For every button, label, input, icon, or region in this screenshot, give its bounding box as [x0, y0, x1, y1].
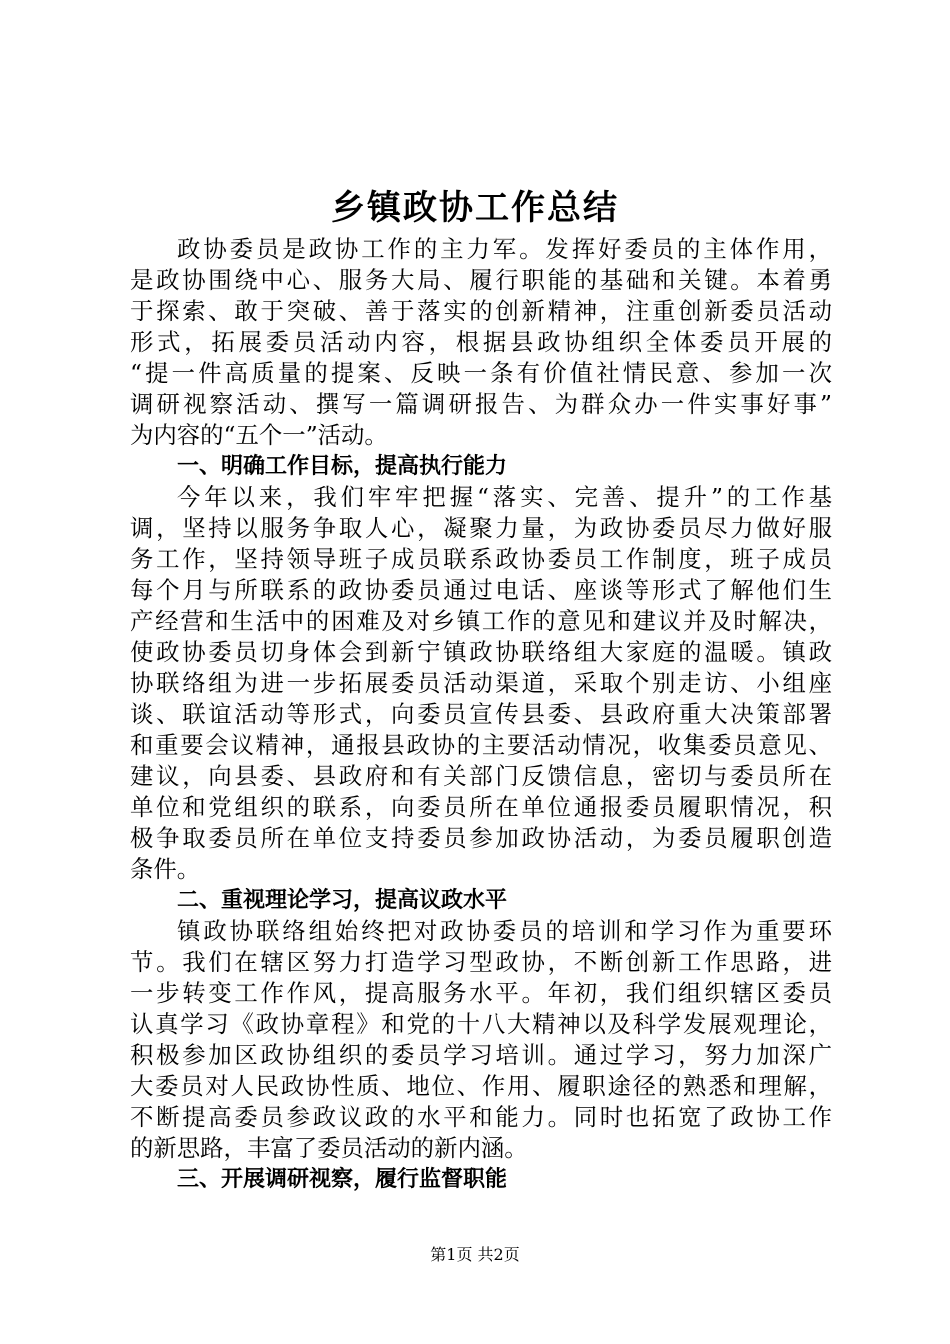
- section-heading: 二、重视理论学习，提高议政水平: [177, 888, 508, 913]
- paragraph-line: 于探索、敢于突破、善于落实的创新精神，注重创新委员活动: [130, 297, 832, 325]
- paragraph-line: 政协委员是政协工作的主力军。发挥好委员的主体作用，: [177, 235, 832, 263]
- paragraph-line: 今年以来，我们牢牢把握“落实、完善、提升”的工作基: [177, 483, 832, 511]
- paragraph-line: 是政协围绕中心、服务大局、履行职能的基础和关键。本着勇: [130, 266, 832, 294]
- paragraph-line: 的新思路，丰富了委员活动的新内涵。: [130, 1134, 528, 1162]
- paragraph-line: 每个月与所联系的政协委员通过电话、座谈等形式了解他们生: [130, 576, 832, 604]
- page-footer: 第1页 共2页: [430, 1245, 520, 1264]
- paragraph-line: 条件。: [130, 855, 201, 883]
- paragraph-line: 积极参加区政协组织的委员学习培训。通过学习，努力加深广: [130, 1041, 832, 1069]
- paragraph-line: 节。我们在辖区努力打造学习型政协，不断创新工作思路，进: [130, 948, 832, 976]
- paragraph-line: 认真学习《政协章程》和党的十八大精神以及科学发展观理论，: [130, 1010, 832, 1038]
- document-title: 乡镇政协工作总结: [331, 188, 619, 228]
- paragraph-line: 镇政协联络组始终把对政协委员的培训和学习作为重要环: [177, 917, 832, 945]
- document-body: [130, 234, 832, 1195]
- paragraph-line: 不断提高委员参政议政的水平和能力。同时也拓宽了政协工作: [130, 1103, 832, 1131]
- paragraph-line: 建议，向县委、县政府和有关部门反馈信息，密切与委员所在: [130, 762, 832, 790]
- paragraph-line: 务工作，坚持领导班子成员联系政协委员工作制度，班子成员: [130, 545, 832, 573]
- paragraph-line: 为内容的“五个一”活动。: [130, 421, 388, 449]
- paragraph-line: 单位和党组织的联系，向委员所在单位通报委员履职情况，积: [130, 793, 832, 821]
- paragraph-line: 大委员对人民政协性质、地位、作用、履职途径的熟悉和理解，: [130, 1072, 832, 1100]
- paragraph-line: 调，坚持以服务争取人心，凝聚力量，为政协委员尽力做好服: [130, 514, 832, 542]
- paragraph-line: 和重要会议精神，通报县政协的主要活动情况，收集委员意见、: [130, 731, 832, 759]
- section-heading: 三、开展调研视察，履行监督职能: [177, 1167, 508, 1192]
- paragraph-line: 极争取委员所在单位支持委员参加政协活动，为委员履职创造: [130, 824, 832, 852]
- paragraph-line: 一步转变工作作风，提高服务水平。年初，我们组织辖区委员: [130, 979, 832, 1007]
- paragraph-line: “提一件高质量的提案、反映一条有价值社情民意、参加一次: [130, 359, 832, 387]
- paragraph-line: 使政协委员切身体会到新宁镇政协联络组大家庭的温暖。镇政: [130, 638, 832, 666]
- paragraph-line: 协联络组为进一步拓展委员活动渠道，采取个别走访、小组座: [130, 669, 832, 697]
- paragraph-line: 产经营和生活中的困难及对乡镇工作的意见和建议并及时解决，: [130, 607, 832, 635]
- paragraph-line: 形式，拓展委员活动内容，根据县政协组织全体委员开展的: [130, 328, 832, 356]
- paragraph-line: 调研视察活动、撰写一篇调研报告、为群众办一件实事好事”: [130, 390, 832, 418]
- paragraph-line: 谈、联谊活动等形式，向委员宣传县委、县政府重大决策部署: [130, 700, 832, 728]
- section-heading: 一、明确工作目标，提高执行能力: [177, 454, 508, 479]
